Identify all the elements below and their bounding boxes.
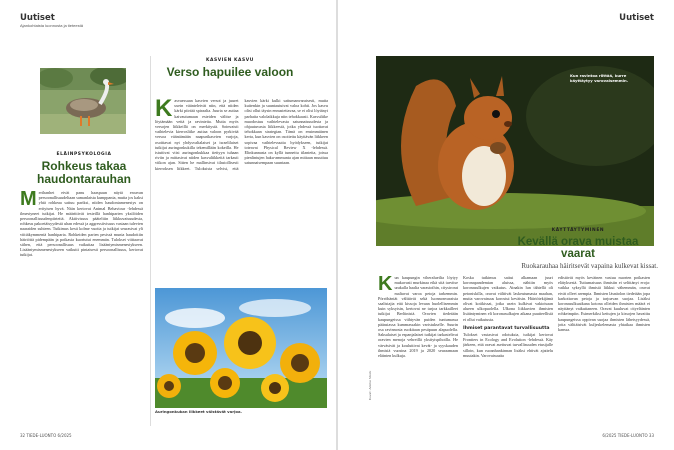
right-col3-text: edistävät myös keväinen vastuu nuorten poikasten elätyksestä. Tuttumaisuus ihmisiin ei selittänyt eroja: vaikka syksyllä ihmisiä liikkui vähemmän, oravat eivät olleet arempia. Ihmisten läsnäolon tiedetään jopa karkottavan petoja ja tarjoavan suojaa. Lisäksi koronasulkuaikana kotona olleiden ihmisten määrä ei näyttänyt vaikuttaneen. Oravat kuuluvat cityeläinten rohkeimpiin. Esimerkiksi kettujen ja kissojen havaittu kaupungeissa oppivan suojaa ihmisten läheisyydessä, jotta välttäisivät kuljeskelemasta yhtaikaa ihmisten kanssa. [558, 275, 650, 333]
left-headline: Rohkeus takaa haudontarauhan [36, 159, 131, 186]
right-col2-heading: Ihmiset parantavat turvallisuutta [463, 325, 550, 331]
sunflower-caption: Auringonkukan liikkeet väistävät varjoa. [155, 409, 243, 414]
right-page [338, 0, 674, 450]
middle-headline: Verso hapuilee valoon [166, 65, 294, 79]
sunflower-photo [155, 288, 327, 408]
right-headline: Kevällä orava muistaa vaarat [517, 236, 639, 261]
middle-dropcap: K [155, 98, 173, 122]
section-title-right: Uutiset [619, 13, 654, 23]
right-col1 [378, 275, 458, 425]
right-page-footer: 6/2025 TIEDE-LUONTO 33 [602, 433, 654, 438]
left-page-footer: 32 TIEDE-LUONTO 6/2025 [20, 433, 72, 438]
squirrel-caption: Kun ravintoa riittää, kurre käyttäytyy varovaisemmin. [570, 73, 629, 83]
left-kicker: ELÄINPSYKOLOGIA [56, 152, 112, 157]
right-col3 [558, 275, 650, 425]
right-kicker: KÄYTTÄYTYMINEN [551, 228, 605, 233]
right-col2b-text: Tulokset vastasivat odotuksia, tutkijat kertovat Frontiers in Ecology and Evolution -lehdessä. Käy järkeen, että oravat asettuvat turvallisuuden etusijalle silloin, kun ruoanhankinnan lisäksi ehtivät ajattelu muutakin. Varovaisuutta [463, 332, 553, 358]
goose-photo [40, 68, 126, 134]
middle-kicker: KASVIEN KASVU [206, 58, 254, 63]
right-col2-text: Koska tutkimus sattui alkamaan juuri koronapandemian aluissa, nähtiin myös koronasulkujen vaikutus. Ainakin lun tähtellä oli petoniskilla, oravat välttivät laskeutumasta maahan, mutta varovaisuus korostui keväisin. Häiriötekijämä olivat kotikissat, jotka usein kulkivat vakioisaan alueen ulkopuolella. Ulkona liikkuvien ihmisten lisääntyminen eli koronasulkujen aikana puutteellisiä ei ollut vaikutusta. [463, 275, 553, 322]
right-col2 [463, 275, 553, 425]
left-column-divider [150, 56, 151, 426]
middle-body-text: asvaessaan kasvien versot ja juuret usein väänteleivät niin, että niiden kärki piirtää spiraalia. Juuria se auttaa kaivautumaan esteiden välitse ja löytämään vettä ja ravinteita. Mutta myös versojen liikkeillä on merkitystä. Soinvaisti vaihtelevia kierrosliike auttaa valoon pyrkivää versoa vääntämään naapurikasvien varjoja, osoittavat nyt yhdysvaltalaiset ja israelilaiset tutkijat auringonkukilla tekemillään kokeilla. He istuttivat viisi auringonkukkaa tiettyyn tuhaan riviin ja mittasivat niiden kasvuliikkeitä tarkasti viikon ajan. Sitten he mallinsivat tilastollisesti kierroksen liikkeet. Tuloksista selvisi, että kasvien kärki kulki sattumanvaraisesti, mutta kuitenkin ja suuntautuivat valoa kohti. Jos kasvu olisi ollut täysin ennustettavaa, se ei olisi löytänyt parhaita valolaikkuja niin tehokkaasti. Kasvuliike muodostuu vaihtelevasta satunnaisuudesta ja ohjautuvasta liikkeestä, jotka yhdessä tuottavat tehokkaan strategian. Tämä on ensimmäinen kerta, kun kasvien on osoitettu käyttävän liikkeen sopivaa vaihtelevuutta hyödykseen, tutkijat toteavat Physical Review X -lehdessä. Elinkunnasta on kyllä tunnettu tilanteita, joissa pienlintujen haku-ammunta ajan mittaan muuttuu satunnaisempaan suuntaan. [155, 98, 328, 171]
squirrel-photo [376, 56, 654, 246]
left-body-text: erihanhet eivät panu haaspuun näytä eroavan persoonallisuudeltaan samanlaista kumppania, mutta jos kaksi yhtä rohkeaa sattuu pariksi, niiden haudontamenestys on erityisen hyvä. Näin kertovat Animal Behaviour -lehdessä ilmestyneet tutkijat. He määrittivät testeillä hanhiparien yksilöiden persoonallisuudenpiirteitä. Aktiivisuus pääteltiin liikkuvaisuudesta, rohkeus pakoetäisyydestä uhan edessä ja aggressiivisuus vastaan tulevien naaraiden suhteen. Tutkimus kesti kolme vuotta ja tutkijat seurasivat yli viittäkymmentä hanhiparia. Rohkeiden parien pesissä munia haudottiin häiriöttä pidempään ja poikasia kuoriutui enemmän. Tulokset viittaavat siihen, että persoonallisuus vaikuttaa lisääntymismenestykseen. Lisääntymismenestykseen vaikutti pintaisesti persoonallisuus, kertovat tutkijat. [20, 190, 143, 258]
middle-article-body [155, 98, 328, 278]
left-dropcap: M [20, 190, 37, 210]
photo-credit: Kuvat: Adobe Stock [368, 370, 372, 400]
right-col1-text: un kaupungin viheralueilta löytyy mukavasti murkinaa eikä sitä tarvitse urakalla haalia varastoihin, citysirorat maltavat varoa petoja tarkemmin. Pörröhäntät välttävät sekä luonnonvaraisia saalistajia että kissoja levaan huolellisemmin kuin syksyisin, kertovat ne tarjoa tarkkailleet tutkijat Berliinistä. Oravien tiedetään kaupungeissa viihtyvän puiden tuntumassa pääasiassa kummassakin varistukselle. Suurin osa ravinnosta ruokitaan pesäpuun alapuolella. Saksalaiset ja espanjalaiset tutkijat tarkastelivat oravien menoja vehreillä yksityispihoilla. He värväsivät ja kouluttivat kevät- ja syyskauden ihmisiä vuosina 2019 ja 2020 seuraamaan eläinten kulkuja. [378, 275, 458, 359]
section-title-left: Uutiset [20, 13, 55, 23]
left-article-body [20, 190, 143, 425]
section-subtitle: Ajankohtaista luonnosta ja tieteestä [20, 23, 83, 28]
right-dropcap: K [378, 275, 393, 295]
left-page [0, 0, 336, 450]
right-lead: Ruokarauhaa häiritsevät vapaina kulkevat kissat. [521, 262, 658, 270]
